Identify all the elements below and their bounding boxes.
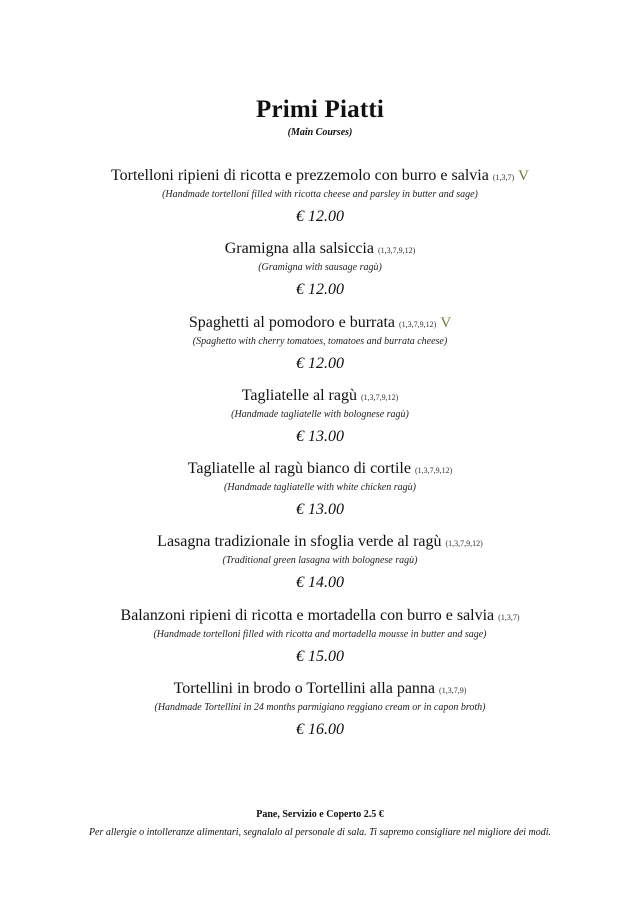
dish-item [0,239,640,312]
dish-price: € 14.00 [296,574,344,592]
cover-charge: Pane, Servizio e Coperto 2.5 € [256,809,384,820]
dish-description: (Handmade tortelloni filled with ricotta and mortadella mousse in butter and sage) [153,628,487,640]
page-title: Primi Piatti [255,96,385,123]
dish-price: € 13.00 [296,501,344,519]
vegetarian-mark: V [440,314,452,331]
dish-name-line [0,459,640,481]
dish-item [0,532,640,605]
dish-allergens: (1,3,7,9,12) [399,319,437,329]
dish-item [0,166,640,239]
dish-name-line [0,386,640,408]
dish-price: € 12.00 [296,354,344,372]
dish-allergens: (1,3,7,9,12) [377,246,416,256]
dish-allergens: (1,3,7,9,12) [360,392,399,402]
dish-price: € 12.00 [296,281,344,299]
dish-name-line [0,606,640,628]
dish-description: (Handmade tagliatelle with white chicken ragù) [224,482,416,494]
dish-description: (Spaghetto with cherry tomatoes, tomatoes and burrata cheese) [192,335,448,347]
dish-name: Tortelloni ripieni di ricotta e prezzemolo con burro e salvia [110,167,489,184]
dish-price: € 13.00 [296,427,344,445]
allergy-note: Per allergie o intolleranze alimentari, segnalalo al personale di sala. Ti sapremo consigliare nel migliore dei modi. [88,827,552,838]
dish-name: Spaghetti al pomodoro e burrata [188,313,395,331]
dish-name: Tagliatelle al ragù [241,386,357,404]
dish-description: (Handmade tagliatelle with bolognese ragù) [231,408,409,420]
dish-allergens: (1,3,7,9,12) [445,539,483,549]
dish-name: Tortellini in brodo o Tortellini alla panna [173,680,436,698]
vegetarian-mark: V [518,168,530,184]
dish-price: € 12.00 [296,208,344,225]
dish-allergens: (1,3,7) [498,612,520,622]
dish-name-line [0,166,640,188]
dish-description: (Gramigna with sausage ragù) [258,262,382,274]
dish-price: € 16.00 [296,721,344,739]
dish-name-line [0,239,640,261]
dish-name: Balanzoni ripieni di ricotta e mortadella con burro e salvia [120,606,495,624]
dish-item [0,386,640,459]
dish-description: (Handmade Tortellini in 24 months parmigiano reggiano cream or in capon broth) [154,702,486,714]
dish-description: (Traditional green lasagna with bolognese ragù) [222,555,418,567]
dish-allergens: (1,3,7) [492,173,515,182]
dish-description: (Handmade tortelloni filled with ricotta cheese and parsley in butter and sage) [162,189,478,200]
dish-item [0,679,640,752]
page-subtitle: (Main Courses) [287,127,353,138]
dish-list [0,166,640,752]
dish-item [0,606,640,679]
dish-name: Lasagna tradizionale in sfoglia verde al ragù [157,533,442,551]
dish-allergens: (1,3,7,9,12) [414,466,453,476]
dish-name: Gramigna alla salsiccia [224,240,374,258]
dish-item [0,313,640,386]
dish-name-line [0,313,640,335]
dish-name: Tagliatelle al ragù bianco di cortile [187,460,411,478]
dish-name-line [0,679,640,701]
dish-item [0,459,640,532]
dish-name-line [0,532,640,554]
dish-price: € 15.00 [296,647,344,665]
dish-allergens: (1,3,7,9) [439,686,467,696]
